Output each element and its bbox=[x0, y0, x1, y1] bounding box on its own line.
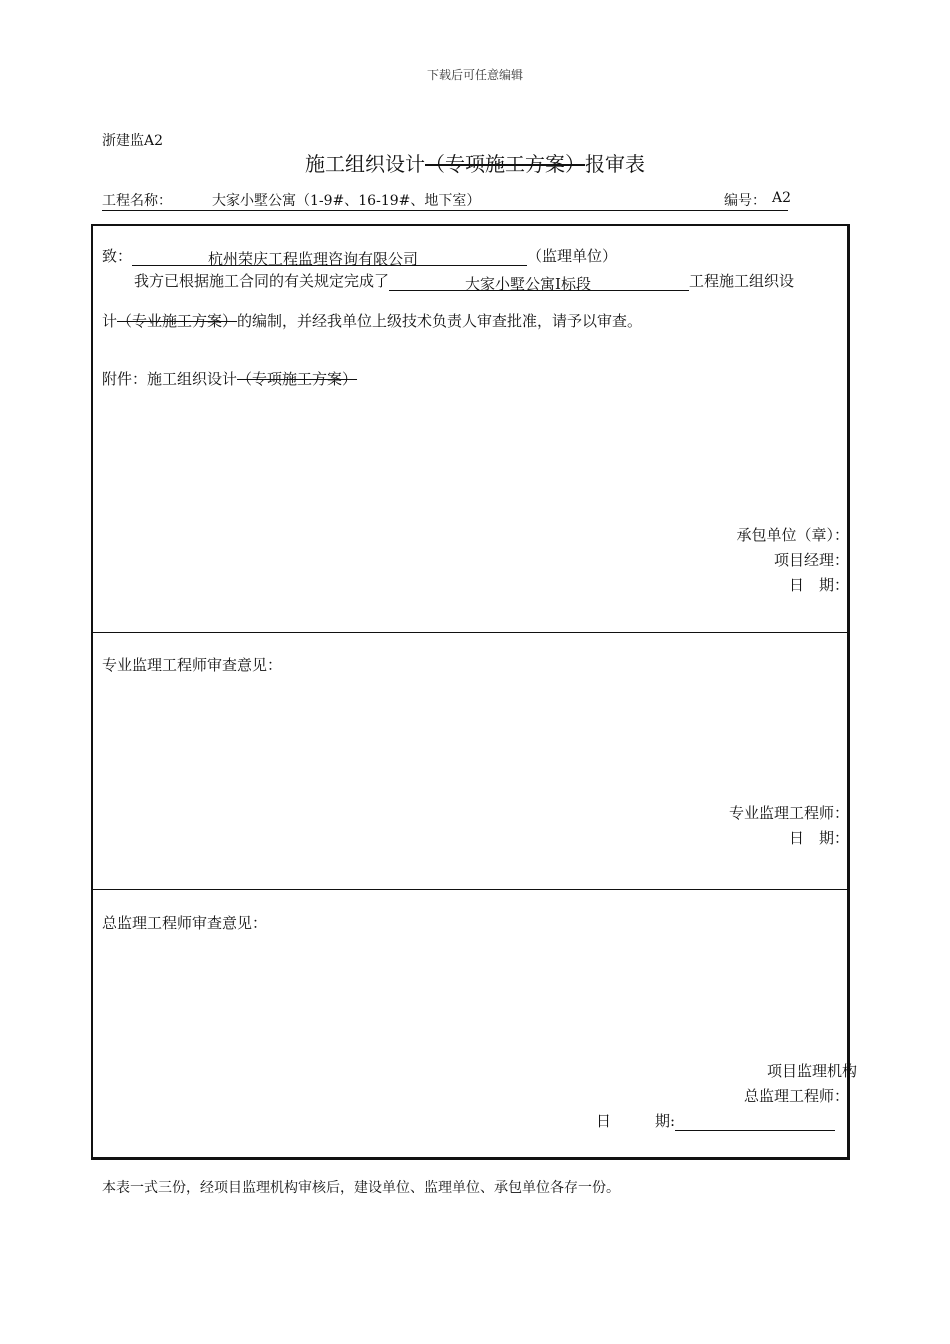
addressee-value: 杭州荣庆工程监理咨询有限公司 bbox=[208, 250, 419, 268]
statement-line-2 bbox=[102, 310, 642, 331]
specialist-opinion-label: 专业监理工程师审查意见： bbox=[102, 656, 283, 674]
statement-line2-suffix: 的编制，并经我单位上级技术负责人审查批准，请予以审查。 bbox=[237, 312, 643, 330]
header-note: 下载后可任意编辑 bbox=[426, 68, 523, 82]
project-manager-label: 项目经理： bbox=[773, 551, 849, 569]
form-frame bbox=[91, 224, 850, 1160]
chief-date-field bbox=[675, 1113, 835, 1131]
project-section-field bbox=[389, 273, 689, 291]
specialist-engineer-label: 专业监理工程师： bbox=[728, 804, 849, 822]
title-suffix: 报审表 bbox=[585, 152, 645, 176]
addressee-field bbox=[132, 248, 527, 266]
section-divider-1 bbox=[93, 632, 847, 633]
title-struck: （专项施工方案） bbox=[425, 152, 585, 176]
attachment-line bbox=[102, 368, 357, 389]
form-title bbox=[0, 148, 950, 177]
project-section-value: 大家小墅公寓Ⅰ标段 bbox=[465, 275, 591, 293]
attachment-struck: （专项施工方案） bbox=[237, 370, 358, 388]
addressee-suffix: （监理单位） bbox=[527, 247, 618, 265]
form-code: 浙建监A2 bbox=[102, 133, 164, 149]
form-number-label: 编号： bbox=[724, 193, 766, 209]
supervision-org-label: 项目监理机构 bbox=[766, 1062, 857, 1080]
footer-note: 本表一式三份，经项目监理机构审核后，建设单位、监理单位、承包单位各存一份。 bbox=[102, 1180, 620, 1196]
attachment-label: 附件：施工组织设计 bbox=[102, 370, 238, 388]
statement-prefix: 我方已根据施工合同的有关规定完成了 bbox=[134, 272, 390, 290]
section-divider-2 bbox=[93, 889, 847, 890]
contractor-seal-label: 承包单位（章）： bbox=[736, 526, 849, 544]
title-main: 施工组织设计 bbox=[305, 152, 425, 176]
chief-opinion-label: 总监理工程师审查意见： bbox=[102, 914, 268, 932]
addressee-label: 致： bbox=[102, 247, 133, 265]
contractor-date-label: 日 期： bbox=[788, 576, 849, 594]
project-line bbox=[102, 190, 792, 211]
statement-line2-struck: （专业施工方案） bbox=[117, 312, 238, 330]
project-name-label: 工程名称： bbox=[102, 193, 172, 209]
chief-date-line bbox=[596, 1110, 835, 1131]
statement-line2-prefix: 计 bbox=[102, 312, 118, 330]
chief-engineer-label: 总监理工程师： bbox=[743, 1087, 849, 1105]
statement-line-1 bbox=[134, 270, 794, 291]
chief-date-label-2: 期: bbox=[655, 1112, 676, 1130]
project-name-value: 大家小墅公寓（1-9#、16-19#、地下室） bbox=[212, 193, 481, 209]
form-number-value: A2 bbox=[772, 190, 792, 206]
statement-suffix: 工程施工组织设 bbox=[689, 272, 795, 290]
addressee-line bbox=[102, 245, 617, 266]
specialist-date-label: 日 期： bbox=[788, 829, 849, 847]
chief-date-label-1: 日 bbox=[596, 1112, 612, 1130]
